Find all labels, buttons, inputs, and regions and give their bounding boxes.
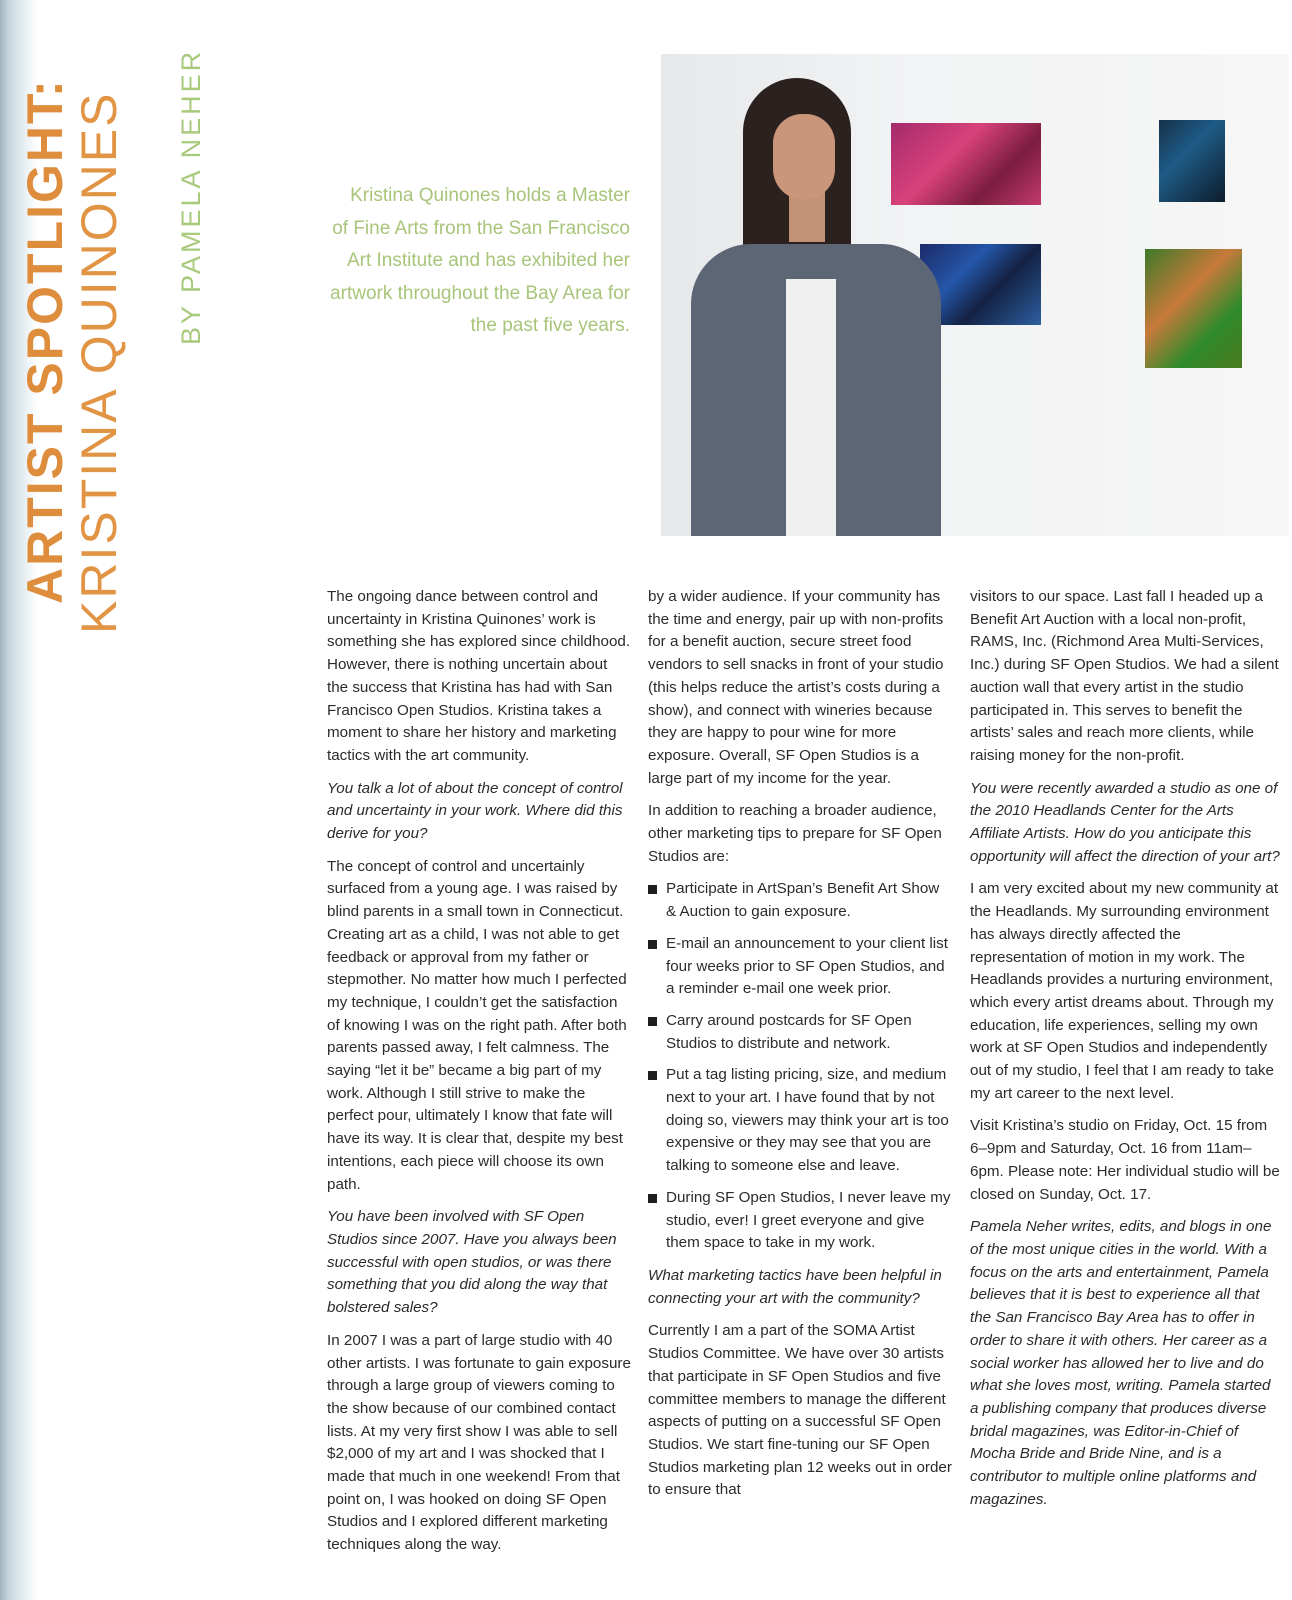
article-byline: BY PAMELA NEHER	[176, 48, 206, 345]
article-column-2	[648, 586, 953, 1512]
artist-face	[773, 114, 835, 200]
list-item	[648, 1187, 953, 1255]
interview-answer: I am very excited about my new community at the Headlands. My surrounding environment has always directly affected the representation of motion in my work. The Headlands provides a nurturing environment, which every artist dreams about. Through my education, life experiences, selling my own work at SF Open Studios and independently out of my studio, I feel that I am ready to take my art career to the next level.	[970, 880, 1279, 1102]
list-item-text: E-mail an announcement to your client list four weeks prior to SF Open Studios, and a reminder e-mail one week prior.	[666, 934, 948, 998]
interview-question: You were recently awarded a studio as one of the 2010 Headlands Center for the Arts Affiliate Artists. How do you anticipate this opportunity will affect the direction of your art?	[970, 779, 1280, 865]
body-paragraph: visitors to our space. Last fall I headed up a Benefit Art Auction with a local non-profit, RAMS, Inc. (Richmond Area Multi-Services, Inc.) during SF Open Studios. We had a silent auction wall that every artist in the studio participated in. This serves to benefit the artists’ sales and reach more clients, while raising money for the non-profit.	[970, 588, 1279, 764]
article-title: KRISTINA QUINONES	[71, 91, 127, 634]
painting-magenta	[891, 123, 1041, 205]
list-item	[648, 933, 953, 1001]
article-column-1	[327, 586, 632, 1567]
article-column-3	[970, 586, 1280, 1521]
article-kicker: ARTIST SPOTLIGHT:	[17, 78, 73, 604]
interview-question: You have been involved with SF Open Studios since 2007. Have you always been successful with open studios, or was there something that you did along the way that bolstered sales?	[327, 1208, 617, 1317]
interview-answer: Currently I am a part of the SOMA Artist Studios Committee. We have over 30 artists that participate in SF Open Studios and five committee members to manage the different aspects of putting on a successful SF Open Studios. We start fine-tuning our SF Open Studios marketing plan 12 weeks out in order to ensure that	[648, 1322, 952, 1499]
list-item	[648, 1064, 953, 1178]
body-paragraph: by a wider audience. If your community has the time and energy, pair up with non-profits for a benefit auction, secure street food vendors to sell snacks in front of your studio (this helps reduce the artist’s costs during a show), and connect with wineries because they are happy to pour wine for more exposure. Overall, SF Open Studios is a large part of my income for the year.	[648, 588, 944, 787]
list-item-text: Carry around postcards for SF Open Studios to distribute and network.	[666, 1011, 912, 1052]
interview-question: You talk a lot of about the concept of control and uncertainty in your work. Where did this derive for you?	[327, 779, 623, 843]
list-item-text: Put a tag listing pricing, size, and medium next to your art. I have found that by not doing so, viewers may think your art is too expensive or they may see that you are talking to someone else and leave.	[666, 1066, 949, 1175]
square-bullet-icon	[648, 1194, 657, 1203]
artist-shirt	[786, 279, 836, 536]
painting-green	[1145, 249, 1242, 368]
interview-answer: In 2007 I was a part of large studio with 40 other artists. I was fortunate to gain exposure through a large group of viewers coming to the show because of our combined contact lists. At my very first show I was able to sell $2,000 of my art and I was shocked that I made that much in one weekend! From that point on, I was hooked on doing SF Open Studios and I explored different marketing techniques along the way.	[327, 1331, 631, 1554]
list-item	[648, 878, 953, 923]
marketing-tips-list	[648, 878, 953, 1255]
visit-info: Visit Kristina’s studio on Friday, Oct. 15 from 6–9pm and Saturday, Oct. 16 from 11am–6pm. Please note: Her individual studio will be closed on Sunday, Oct. 17.	[970, 1117, 1280, 1203]
list-item-text: Participate in ArtSpan’s Benefit Art Show & Auction to gain exposure.	[666, 880, 940, 921]
artist-photo	[661, 54, 1289, 536]
interview-question: What marketing tactics have been helpful in connecting your art with the community?	[648, 1266, 942, 1307]
list-item	[648, 1010, 953, 1055]
interview-answer: The concept of control and uncertainly surfaced from a young age. I was raised by blind parents in a small town in Connecticut. Creating art as a child, I was not able to get feedback or approval from my father or stepmother. No matter how much I perfected my technique, I couldn’t get the satisfaction of knowing I was on the right path. After both parents passed away, I felt calmness. The saying “let it be” became a big part of my work. Although I still strive to make the perfect pour, ultimately I know that fate will have its way. It is clear that, despite my best intentions, each piece will choose its own path.	[327, 857, 627, 1193]
square-bullet-icon	[648, 1071, 657, 1080]
intro-paragraph: The ongoing dance between control and uncertainty in Kristina Quinones’ work is something she has explored since childhood. However, there is nothing uncertain about the success that Kristina has had with San Francisco Open Studios. Kristina takes a moment to share her history and marketing tactics with the art community.	[327, 588, 631, 764]
square-bullet-icon	[648, 885, 657, 894]
painting-dark-blue	[1159, 120, 1225, 202]
author-bio: Pamela Neher writes, edits, and blogs in one of the most unique cities in the world. With a focus on the arts and entertainment, Pamela believes that it is best to experience all that the San Francisco Bay Area has to offer in order to share it with others. Her career as a social worker has allowed her to live and do what she loves most, writing. Pamela started a publishing company that produces diverse bridal magazines, was Editor-in-Chief of Mocha Bride and Bride Nine, and is a contributor to multiple online platforms and magazines.	[970, 1218, 1272, 1508]
square-bullet-icon	[648, 1017, 657, 1026]
body-paragraph: In addition to reaching a broader audience, other marketing tips to prepare for SF Open Studios are:	[648, 802, 942, 865]
pull-quote: Kristina Quinones holds a Master of Fine Arts from the San Francisco Art Institute and has exhibited her artwork throughout the Bay Area for the past five years.	[330, 185, 630, 336]
square-bullet-icon	[648, 940, 657, 949]
list-item-text: During SF Open Studios, I never leave my studio, ever! I greet everyone and give them space to take in my work.	[666, 1188, 951, 1252]
